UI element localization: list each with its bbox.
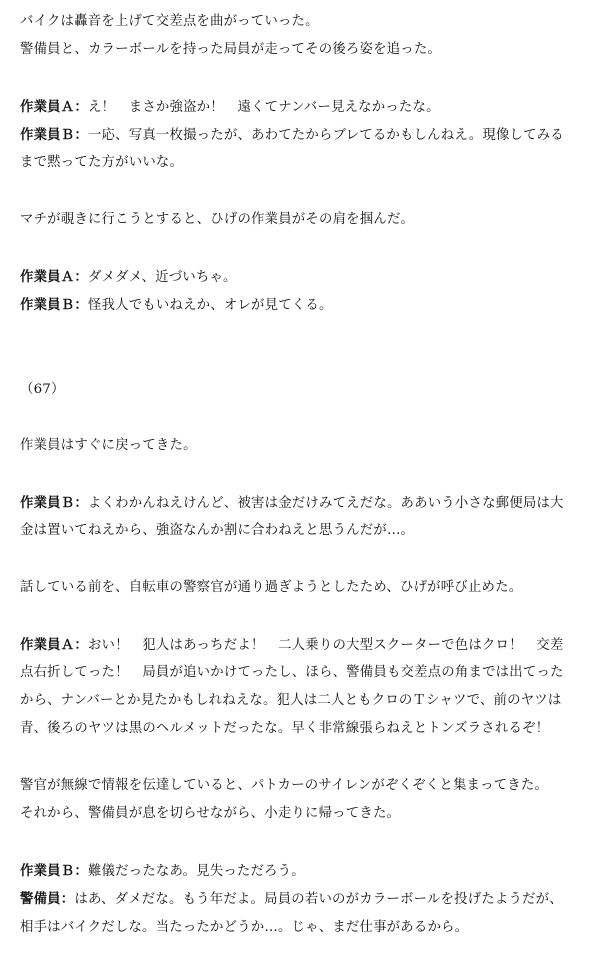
spacer	[20, 602, 598, 630]
dialogue-continuation: 金は置いてねえから、強盗なんか割に合わねえと思うんだが…。	[20, 523, 415, 539]
spacer	[20, 744, 598, 772]
spacer	[20, 178, 598, 206]
dialogue-continuation: 相手はバイクだしな。当たったかどうか…。じゃ、まだ仕事があるから。	[20, 919, 469, 935]
dialogue-line	[20, 93, 598, 121]
speaker-label: 作業員Ｂ：	[20, 296, 88, 313]
speaker-label: 作業員Ｂ：	[20, 862, 88, 879]
dialogue-line	[20, 885, 598, 913]
dialogue-line	[20, 263, 598, 291]
spacer	[20, 404, 598, 432]
dialogue-continuation: まで黙ってた方がいいな。	[20, 155, 184, 171]
dialogue-text: よくわかんねえけんど、被害は金だけみてえだな。ああいう小さな郵便局は大	[87, 496, 564, 512]
dialogue-text: おい！ 犯人はあっちだよ！ 二人乗りの大型スクーターで色はクロ！ 交差	[87, 637, 564, 653]
spacer	[20, 829, 598, 857]
speaker-label: 作業員Ｂ：	[20, 495, 88, 512]
spacer	[20, 234, 598, 262]
speaker-label: 作業員Ａ：	[20, 268, 88, 285]
speaker-label: 警備員：	[20, 891, 75, 908]
speaker-label: 作業員Ａ：	[20, 98, 88, 115]
dialogue-text: 怪我人でもいねえか、オレが見てくる。	[87, 297, 333, 313]
dialogue-line	[20, 291, 598, 319]
dialogue-continuation: 青、後ろのヤツは黒のヘルメットだったな。早く非常線張らねえとトンズラされるぞ！	[20, 721, 550, 737]
narration-line: バイクは轟音を上げて交差点を曲がっていった。	[20, 14, 319, 29]
narration-line: マチが覗きに行こうとすると、ひげの作業員がその肩を掴んだ。	[20, 212, 415, 228]
dialogue-line	[20, 489, 598, 517]
narration-line: 話している前を、自転車の警察官が通り過ぎようとしたため、ひげが呼び止めた。	[20, 579, 523, 595]
section-number: （67）	[20, 381, 65, 397]
document-page	[20, 8, 598, 942]
dialogue-continuation: から、ナンバーとか見たかもしれねえな。犯人は二人ともクロのＴシャツで、前のヤツは	[20, 693, 562, 709]
dialogue-text: 一応、写真一枚撮ったが、あわてたからブレてるかもしんねえ。現像してみる	[87, 128, 564, 144]
speaker-label: 作業員Ａ：	[20, 636, 88, 653]
narration-line: 警官が無線で情報を伝達していると、パトカーのサイレンがぞくぞくと集まってきた。	[20, 778, 549, 794]
narration-line: 作業員はすぐに戻ってきた。	[20, 438, 197, 454]
dialogue-text: 難儀だったなあ。見失っただろう。	[87, 863, 305, 879]
spacer	[20, 319, 598, 376]
spacer	[20, 546, 598, 574]
dialogue-line	[20, 631, 598, 659]
dialogue-line	[20, 121, 598, 149]
dialogue-line	[20, 857, 598, 885]
narration-line: 警備員と、カラーボールを持った局員が走ってその後ろ姿を追った。	[20, 42, 442, 58]
speaker-label: 作業員Ｂ：	[20, 127, 88, 144]
narration-line: それから、警備員が息を切らせながら、小走りに帰ってきた。	[20, 806, 401, 822]
spacer	[20, 461, 598, 489]
dialogue-continuation: 点右折してった！ 局員が追いかけてったし、ほら、警備員も交差点の角までは出てった	[20, 664, 564, 680]
dialogue-text: ダメダメ、近づいちゃ。	[87, 269, 237, 285]
dialogue-text: え！ まさか強盗か！ 遠くてナンバー見えなかったな。	[87, 99, 440, 115]
dialogue-text: はあ、ダメだな。もう年だよ。局員の若いのがカラーボールを投げたようだが、	[74, 892, 563, 908]
spacer	[20, 65, 598, 93]
